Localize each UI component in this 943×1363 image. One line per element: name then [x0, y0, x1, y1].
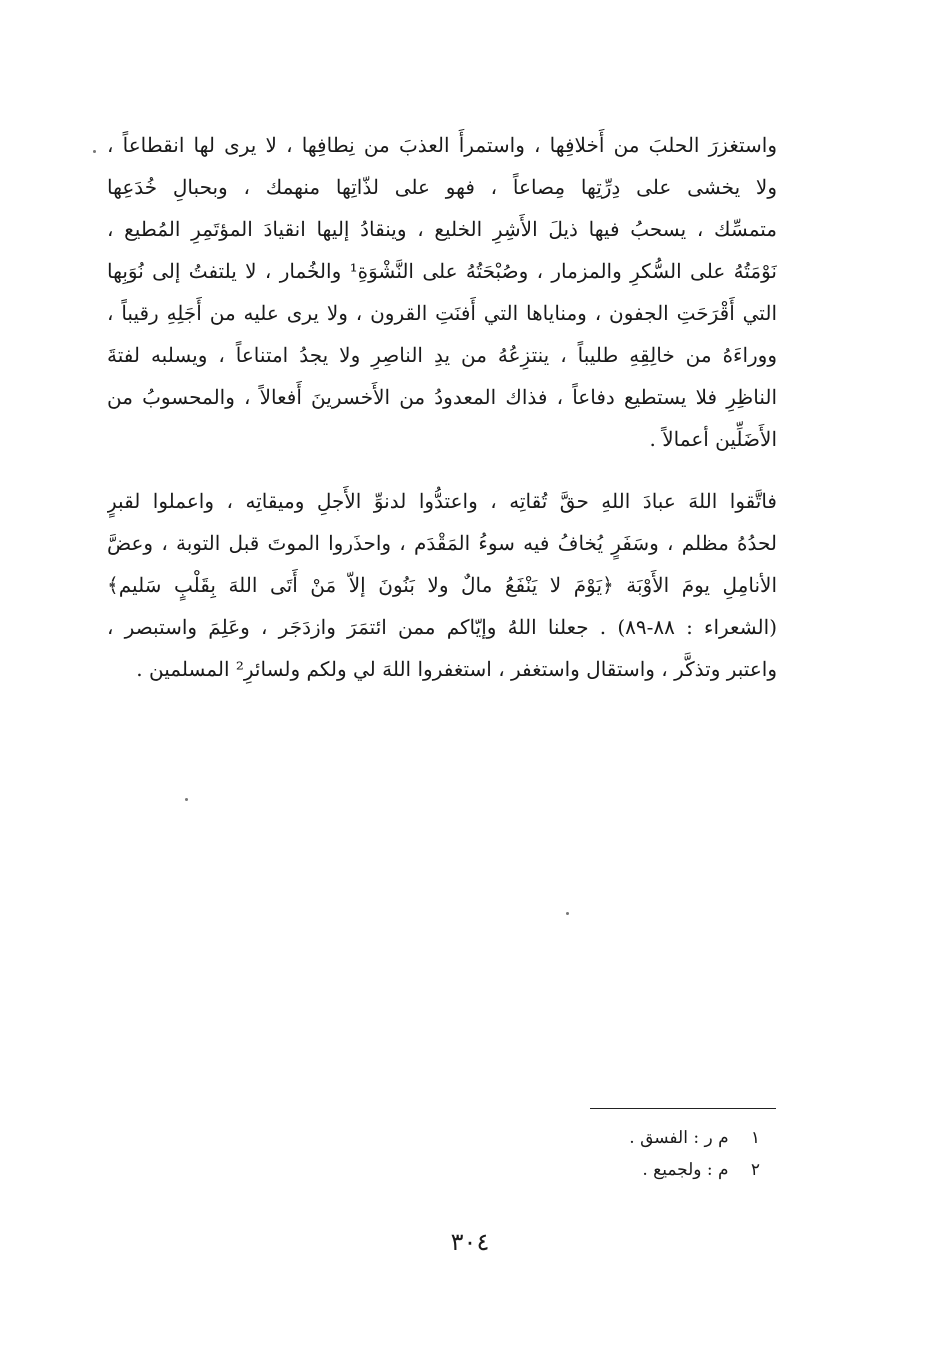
- text-line: ولا يخشى على دِرِّتِها مِصاعاً ، فهو على لذّاتِها منهمك ، وبحبالِ خُدَعِها: [107, 175, 777, 199]
- page-number: ٣٠٤: [450, 1228, 490, 1256]
- text-line: الناظِرِ فلا يستطيع دفاعاً ، فذاك المعدودُ من الأَخسرينَ أَفعالاً ، والمحسوبُ من: [107, 385, 777, 409]
- footnote-text: م ر : الفسق .: [629, 1128, 729, 1148]
- text-line: نَوْمَتُهُ على السُّكرِ والمزمار ، وصُبْحَتُهُ على النَّشْوَةِ¹ والخُمار ، لا يلتفتُ إلى نُوَبِها: [107, 259, 777, 283]
- footnotes: [560, 1122, 760, 1186]
- text-line: (الشعراء : ٨٨-٨٩) . جعلنا اللهُ وإيّاكم ممن ائتمَرَ وازدَجَر ، وعَلِمَ واستبصر ،: [107, 615, 777, 639]
- text-line: فاتَّقوا اللهَ عبادَ اللهِ حقَّ تُقاتِه ، واعتدُّوا لدنوِّ الأَجلِ وميقاتِه ، واعملوا لقبرٍ: [107, 489, 777, 513]
- text-line: ووراءَهُ من خالِقِهِ طليباً ، ينتزِعُهُ من يدِ الناصِرِ ولا يجدُ امتناعاً ، ويسلبه لفتةَ: [107, 343, 777, 367]
- footnote-item: [560, 1122, 760, 1154]
- text-line: متمسِّك ، يسحبُ فيها ذيلَ الأَشِرِ الخليع ، وينقادُ إليها انقيادَ المؤتَمِرِ المُطيع ،: [107, 217, 777, 241]
- scan-speck: [93, 150, 96, 153]
- footnote-number: ١: [750, 1128, 760, 1148]
- text-line: الأنامِلِ يومَ الأَوْبَة ﴿يَوْمَ لا يَنْفَعُ مالٌ ولا بَنُونَ إلاّ مَنْ أَتَى اللهَ بِقَلْبٍ سَليم﴾: [107, 573, 777, 597]
- paragraph-2: [107, 480, 777, 690]
- text-line: واستغزرَ الحلبَ من أَخلافِها ، واستمرأَ العذبَ من نِطافِها ، لا يرى لها انقطاعاً ،: [107, 133, 777, 157]
- scan-speck: [566, 912, 569, 915]
- footnote-divider: [590, 1108, 776, 1109]
- text-line: لحدُهُ مظلم ، وسَفَرٍ يُخافُ فيه سوءُ المَقْدَم ، واحذَروا الموتَ قبل التوبة ، وعضَّ: [107, 531, 777, 555]
- footnote-text: م : ولجميع .: [642, 1160, 729, 1180]
- text-line: واعتبر وتذكَّر ، واستقال واستغفر ، استغفروا اللهَ لي ولكم ولسائرِ² المسلمين .: [136, 657, 777, 681]
- footnote-item: [560, 1154, 760, 1186]
- text-line: الأَضَلِّين أعمالاً .: [649, 427, 777, 451]
- text-line: التي أَقْرَحَتِ الجفون ، ومناياها التي أَفنَتِ القرون ، ولا يرى عليه من أَجَلِهِ رقيباً ،: [107, 301, 777, 325]
- paragraph-1: [107, 124, 777, 460]
- footnote-number: ٢: [750, 1160, 760, 1180]
- scan-speck: [185, 798, 188, 801]
